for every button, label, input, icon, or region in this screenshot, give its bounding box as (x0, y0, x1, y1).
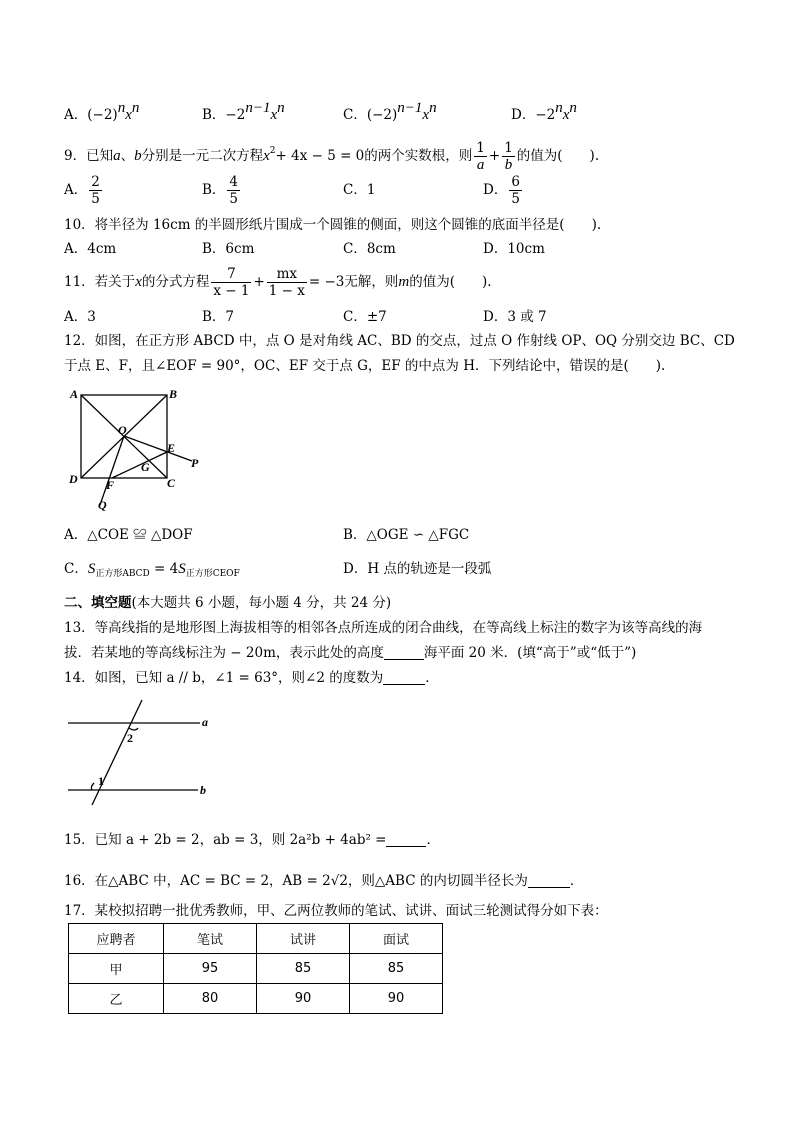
fraction (474, 140, 487, 173)
option-letter: A． (64, 182, 88, 198)
q14-parallel-lines-figure (65, 697, 225, 809)
fraction (89, 174, 102, 207)
operator: + (488, 148, 501, 164)
math-exponent: n (131, 100, 140, 116)
math-var: x (422, 107, 430, 123)
q11-option-a: A．3 (64, 309, 96, 325)
text: 拔．若某地的等高线标注为 − 20m，表示此处的高度 (64, 645, 384, 661)
label-angle-2: 2 (127, 731, 133, 745)
math-base: −2 (535, 107, 556, 123)
label-f: F (106, 478, 115, 492)
q12-option-c (64, 560, 240, 583)
text: 的值为( ). (409, 274, 492, 290)
ray-op (124, 436, 192, 461)
table-cell: 90 (257, 984, 350, 1014)
table-header-cell: 试讲 (257, 924, 350, 954)
q11-option-c: C．±7 (343, 309, 387, 325)
q9-stem (64, 134, 599, 173)
table-cell: 甲 (69, 954, 164, 984)
math-var: b (504, 157, 513, 173)
equation: = −3 (308, 274, 345, 290)
math-var: x (270, 107, 278, 123)
subscript: 正方形CEOF (185, 569, 240, 579)
option-letter: B． (202, 182, 226, 198)
text: ． (425, 670, 439, 686)
label-angle-1: 1 (98, 774, 104, 788)
numerator: 1 (476, 140, 485, 156)
table-header-cell: 笔试 (164, 924, 257, 954)
section-heading (64, 594, 391, 612)
segment-ef (112, 452, 167, 478)
answer-blank[interactable] (383, 670, 425, 685)
text: 、 (120, 148, 135, 164)
label-b: B (169, 387, 178, 401)
math-var: a (476, 157, 485, 173)
q10-option-d: D．10cm (483, 241, 545, 257)
q9-option-b (202, 173, 242, 207)
text: ． (426, 832, 440, 848)
section-title: 二、填空题 (64, 595, 132, 611)
label-a: A (70, 387, 79, 401)
numerator: 6 (511, 174, 520, 190)
text: 分别是一元二次方程 (141, 148, 264, 164)
answer-blank[interactable] (528, 873, 570, 888)
denominator (502, 157, 515, 173)
q17-stem: 17．某校拟招聘一批优秀教师，甲、乙两位教师的笔试、试讲、面试三轮测试得分如下表： (64, 903, 608, 919)
text: 的两个实数根，则 (364, 148, 473, 164)
q10-option-c: C．8cm (343, 241, 396, 257)
q12-square-figure (60, 385, 210, 515)
math-base: −2 (225, 107, 246, 123)
answer-blank[interactable] (384, 645, 424, 660)
table-row (69, 984, 443, 1014)
denominator: 5 (229, 191, 239, 207)
option-letter: D． (511, 107, 536, 123)
text: 16．在△ABC 中，AC = BC = 2，AB = 2√2，则△ABC 的内切圆半径长为 (64, 873, 528, 889)
numerator: 7 (211, 266, 251, 283)
math-exponent: n (429, 100, 437, 116)
numerator: 4 (229, 174, 239, 190)
section-note: (本大题共 6 小题，每小题 4 分，共 24 分) (131, 595, 392, 611)
denominator: x − 1 (213, 283, 250, 299)
table-header-cell: 面试 (350, 924, 443, 954)
text: 无解，则 (344, 274, 399, 290)
text: 的值为( ). (516, 148, 600, 164)
math-var: x (135, 274, 142, 290)
label-q: Q (98, 498, 107, 512)
angle-2-arc (129, 728, 138, 730)
q12-option-d: D．H 点的轨迹是一段弧 (343, 561, 492, 577)
math-var: m (398, 274, 410, 290)
question-number: 9． (64, 148, 87, 164)
math-base: (−2) (87, 107, 118, 123)
q11-option-d: D．3 或 7 (483, 309, 547, 325)
math-var: x (125, 107, 132, 123)
q10-option-a: A．4cm (64, 241, 117, 257)
angle-1-arc (91, 783, 94, 790)
q10-stem: 10．将半径为 16cm 的半圆形纸片围成一个圆锥的侧面，则这个圆锥的底面半径是( ). (64, 217, 602, 233)
table-cell: 85 (350, 954, 443, 984)
q11-stem (64, 264, 492, 300)
q12-stem-line2: 于点 E、F，且∠EOF = 90°，OC、EF 交于点 G，EF 的中点为 H．下列结论中，错误的是( ). (64, 358, 666, 374)
math-exponent: n (569, 100, 577, 116)
label-g: G (141, 460, 150, 474)
text: ． (569, 873, 584, 889)
table-cell: 90 (350, 984, 443, 1014)
q12-option-b: B．△OGE ∽ △FGC (343, 527, 470, 543)
denominator: 1 − x (268, 283, 305, 299)
denominator (474, 157, 487, 173)
q11-option-b: B．7 (202, 309, 235, 325)
q12-option-a: A．△COE ≌ △DOF (64, 527, 193, 543)
math-var: b (134, 148, 142, 164)
q9-option-a (64, 173, 104, 207)
option-letter: B． (202, 107, 226, 123)
operator: + (253, 274, 265, 290)
option-letter: C． (343, 107, 367, 123)
equation: + 4x − 5 = 0 (275, 148, 365, 164)
table-row (69, 954, 443, 984)
answer-blank[interactable] (386, 832, 426, 847)
label-e: E (167, 441, 176, 455)
q16-stem (64, 872, 583, 890)
math-var: S (87, 561, 96, 577)
math-exponent: n (117, 100, 126, 116)
denominator: 5 (91, 191, 100, 207)
fraction (267, 266, 307, 299)
label-p: P (191, 456, 199, 470)
table-header-cell: 应聘者 (69, 924, 164, 954)
q12-stem-line1: 12．如图，在正方形 ABCD 中，点 O 是对角线 AC、BD 的交点，过点 O 作射线 OP、OQ 分别交边 BC、CD (64, 333, 735, 349)
math-exponent: n−1 (245, 100, 271, 116)
q15-stem (64, 831, 440, 849)
label-c: C (167, 476, 176, 490)
subscript: 正方形ABCD (95, 569, 150, 579)
transversal (92, 700, 142, 805)
fraction (227, 174, 240, 207)
text: 11．若关于 (64, 274, 136, 290)
ray-oq (100, 436, 124, 505)
q8-option-d (511, 99, 577, 124)
q10-option-b: B．6cm (202, 241, 255, 257)
math-exponent: n−1 (397, 100, 423, 116)
numerator: 1 (504, 140, 513, 156)
table-cell: 乙 (69, 984, 164, 1014)
q14-stem (64, 669, 439, 687)
score-table (68, 923, 443, 1014)
text: 的分式方程 (141, 274, 210, 290)
equation: = 4 (149, 561, 179, 577)
text: 14．如图，已知 a // b，∠1 = 63°，则∠2 的度数为 (64, 670, 384, 686)
numerator: mx (267, 266, 307, 283)
math-var: a (113, 148, 121, 164)
fraction (502, 140, 515, 173)
q8-option-c (343, 99, 437, 124)
math-var: x (263, 148, 270, 164)
option-letter: C． (64, 561, 88, 577)
option-letter: D． (483, 182, 508, 198)
q8-option-a (64, 99, 139, 124)
text: 已知 (86, 148, 114, 164)
option-letter: A． (64, 107, 88, 123)
q9-option-c: C．1 (343, 182, 376, 198)
fraction (509, 174, 522, 207)
q9-option-d (483, 173, 524, 207)
q13-stem-line1: 13．等高线指的是地形图上海拔相等的相邻各点所连成的闭合曲线，在等高线上标注的数字为该等高线的海 (64, 620, 703, 636)
fraction (211, 266, 251, 299)
table-cell: 80 (164, 984, 257, 1014)
label-a: a (202, 715, 208, 729)
q13-stem-line2 (64, 644, 636, 662)
numerator: 2 (91, 174, 100, 190)
q8-option-b (202, 99, 285, 124)
label-b: b (200, 783, 206, 797)
table-header-row (69, 924, 443, 954)
table-cell: 95 (164, 954, 257, 984)
math-exponent: n (277, 100, 285, 116)
label-o: O (118, 423, 127, 437)
math-exponent: n (555, 100, 563, 116)
math-var: S (178, 561, 186, 577)
table-cell: 85 (257, 954, 350, 984)
text: 15．已知 a + 2b = 2，ab = 3，则 2a²b + 4ab² = (64, 832, 387, 848)
denominator: 5 (511, 191, 520, 207)
math-exponent: 2 (269, 146, 276, 156)
math-var: x (562, 107, 570, 123)
math-base: (−2) (366, 107, 398, 123)
label-d: D (69, 472, 78, 486)
text: 海平面 20 米．(填“高于”或“低于”) (423, 645, 637, 661)
